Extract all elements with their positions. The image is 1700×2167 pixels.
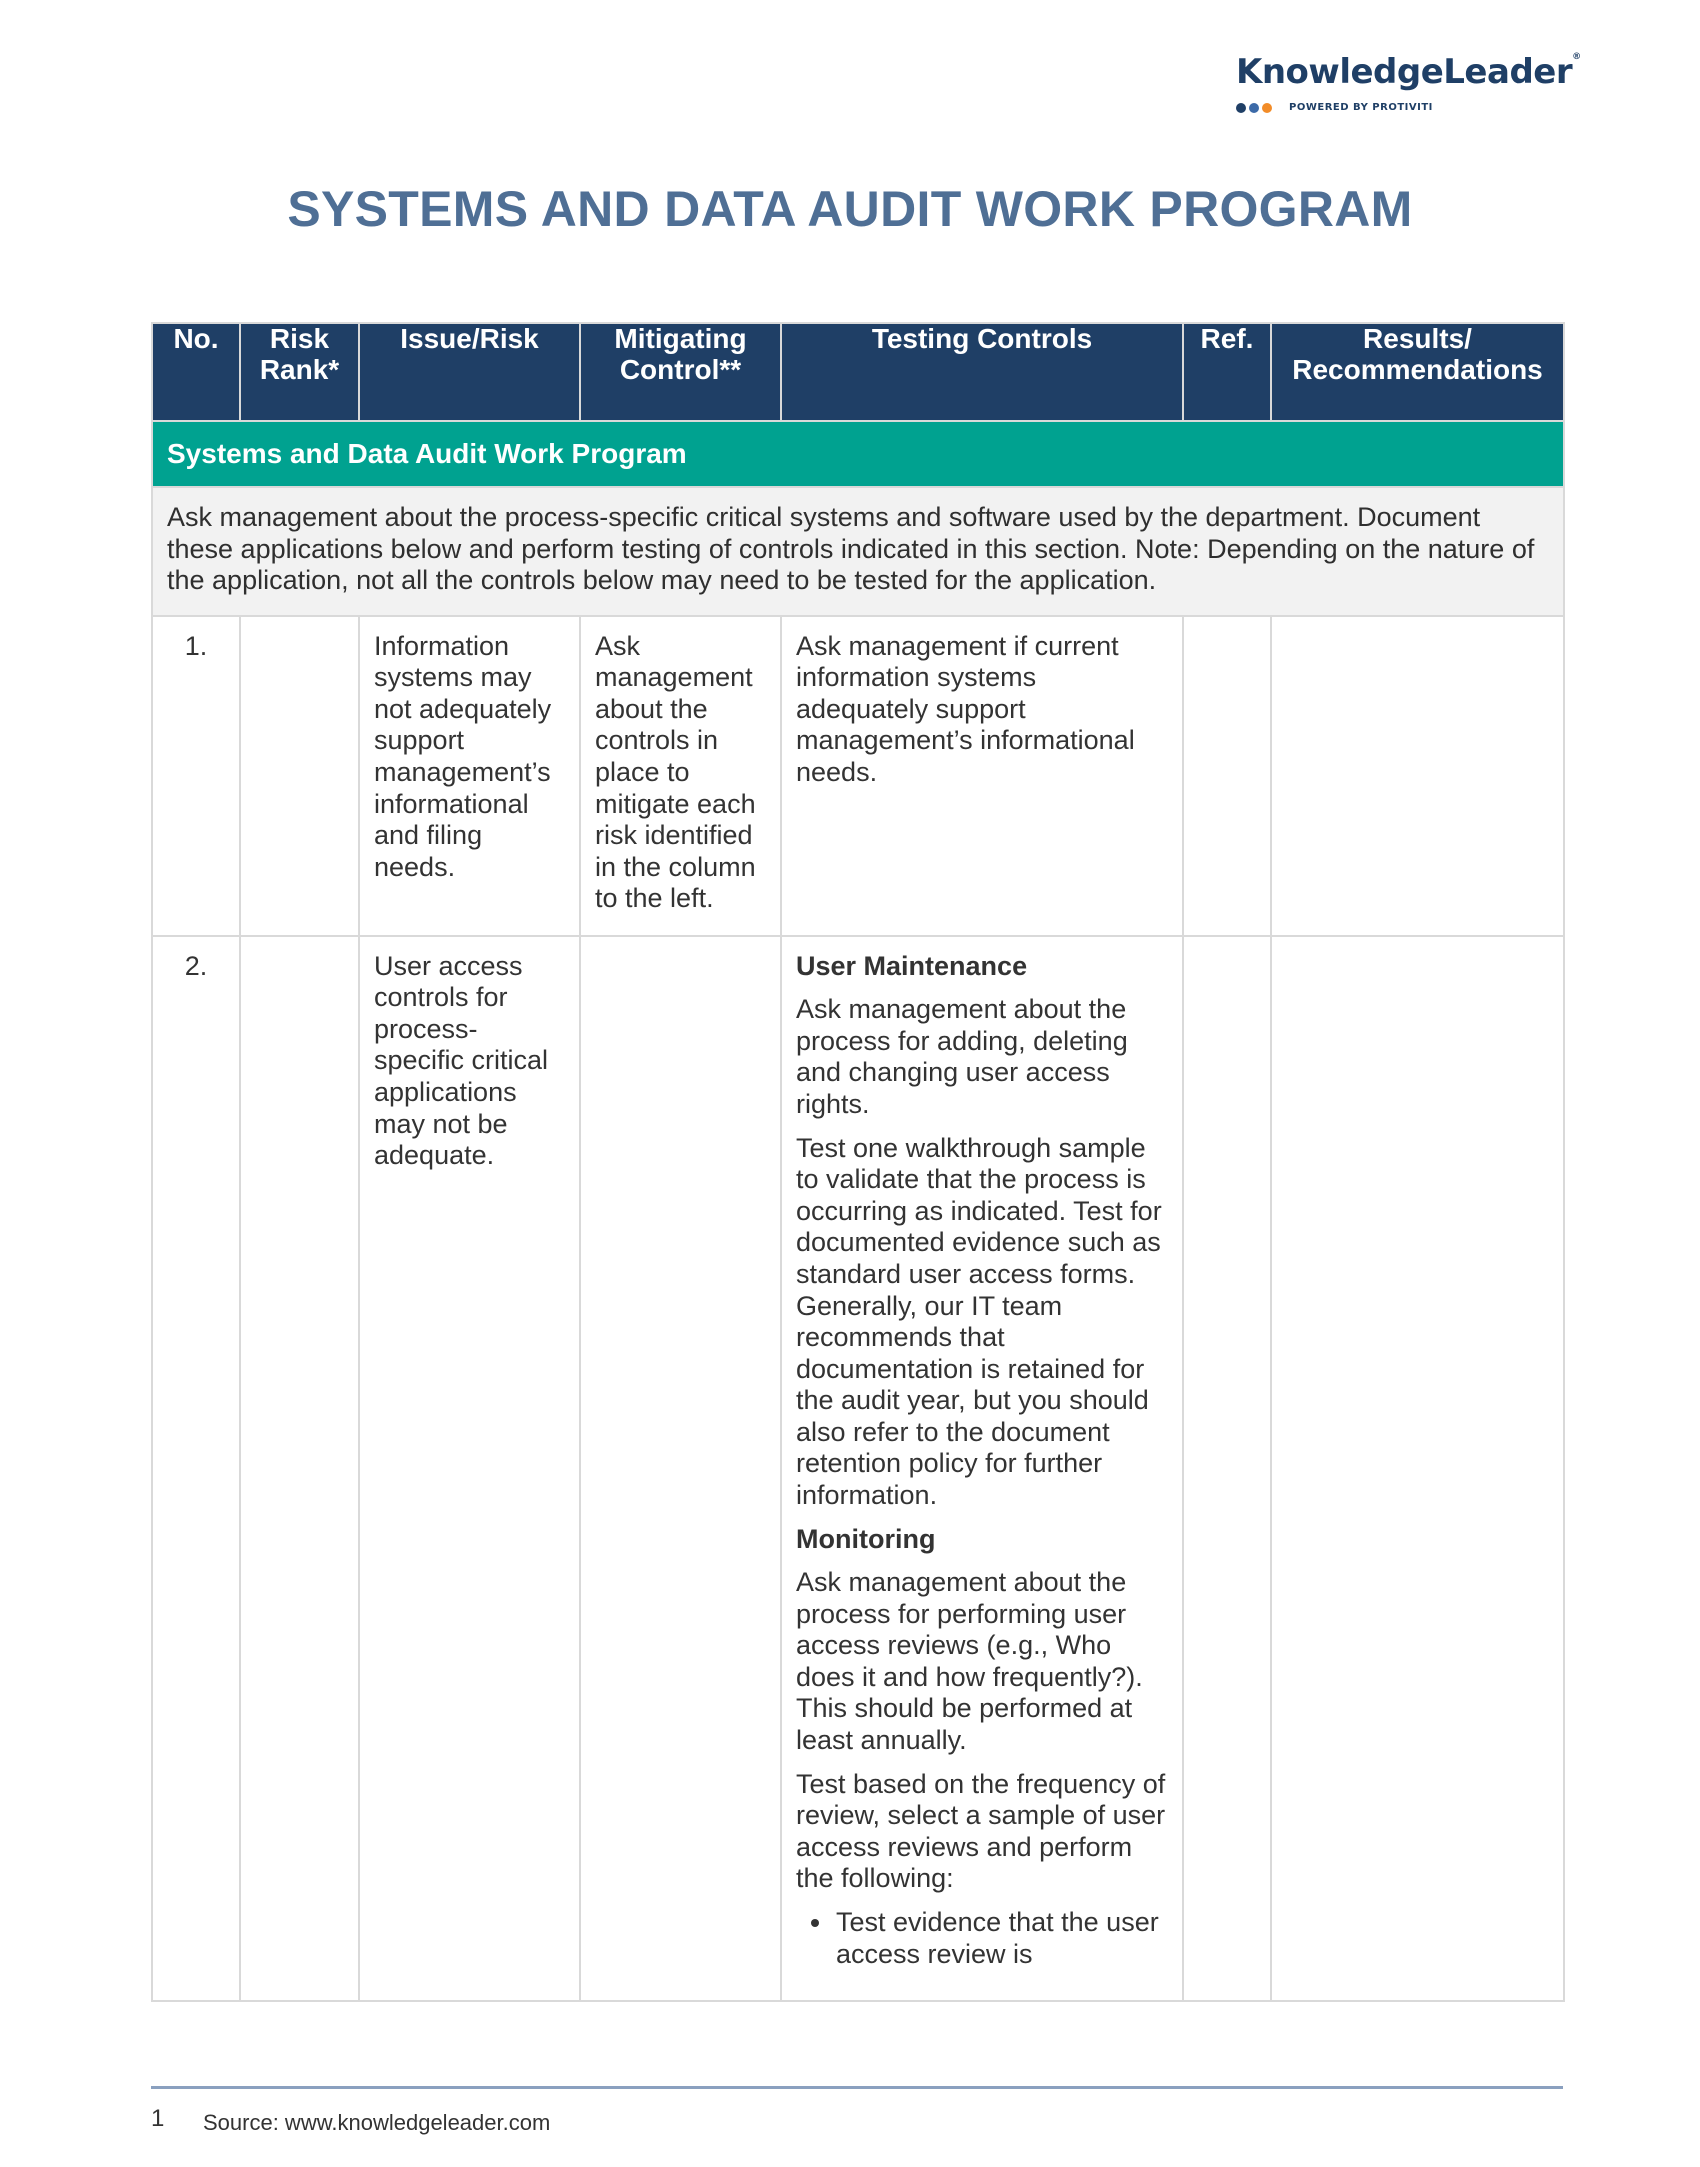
row-number: 1.: [152, 616, 240, 936]
table-row: [152, 936, 1564, 2001]
intro-text: Ask management about the process-specific critical systems and software used by the department. Document these applications below and perform testing of controls indicated in this section. Note: Depending on the nature of the application, not all the controls below may need to be tested for the application.: [152, 487, 1564, 616]
mitigating-cell[interactable]: [580, 936, 781, 2001]
intro-row: [152, 487, 1564, 616]
testing-cell: [781, 936, 1183, 2001]
testing-subheading-user-maintenance: User Maintenance: [796, 950, 1028, 981]
logo-wordmark: KnowledgeLeader®: [1236, 52, 1581, 92]
mitigating-cell: Ask management about the controls in place to mitigate each risk identified in the column to the left.: [580, 616, 781, 936]
page-number: 1: [151, 2105, 165, 2132]
header-ref: Ref.: [1183, 323, 1271, 421]
footer-divider: [151, 2086, 1563, 2089]
ref-cell[interactable]: [1183, 936, 1271, 2001]
logo-dot-blue-icon: [1249, 103, 1259, 113]
section-row: [152, 421, 1564, 487]
knowledgeleader-logo: [1236, 52, 1581, 124]
work-program-table: [151, 322, 1565, 2002]
list-item: • Test evidence that the user access review is: [834, 1907, 1168, 1970]
section-title: Systems and Data Audit Work Program: [152, 421, 1564, 487]
page-title: SYSTEMS AND DATA AUDIT WORK PROGRAM: [287, 181, 1413, 237]
table-row: [152, 616, 1564, 936]
header-row: [152, 323, 1564, 421]
issue-cell: User access controls for process-specific critical applications may not be adequate.: [359, 936, 580, 2001]
testing-cell: Ask management if current information systems adequately support management’s informational needs.: [781, 616, 1183, 936]
header-testing-controls: Testing Controls: [781, 323, 1183, 421]
powered-by-label: POWERED BY PROTIVITI: [1289, 102, 1433, 113]
header-risk-rank: Risk Rank*: [240, 323, 359, 421]
testing-paragraph: Test one walkthrough sample to validate that the process is occurring as indicated. Test for documented evidence such as standard user access forms. Generally, our IT team recommends that documentation is retained for the audit year, but you should also refer to the document retention policy for further information.: [796, 1132, 1162, 1510]
row-number: 2.: [152, 936, 240, 2001]
registered-mark: ®: [1572, 52, 1581, 62]
results-cell[interactable]: [1271, 616, 1564, 936]
results-cell[interactable]: [1271, 936, 1564, 2001]
header-no: No.: [152, 323, 240, 421]
testing-bullet-list: [796, 1907, 1168, 1970]
header-mitigating-control: Mitigating Control**: [580, 323, 781, 421]
logo-dot-orange-icon: [1262, 103, 1272, 113]
testing-paragraph: Ask management about the process for performing user access reviews (e.g., Who does it and how frequently?). This should be performed at least annually.: [796, 1567, 1143, 1756]
ref-cell[interactable]: [1183, 616, 1271, 936]
header-issue-risk: Issue/Risk: [359, 323, 580, 421]
source-text: Source: www.knowledgeleader.com: [203, 2110, 551, 2135]
issue-cell: Information systems may not adequately support management’s informational and filing needs.: [359, 616, 580, 936]
logo-subline: [1236, 102, 1566, 113]
logo-dot-navy-icon: [1236, 103, 1246, 113]
header-results: Results/ Recommendations: [1271, 323, 1564, 421]
testing-subheading-monitoring: Monitoring: [796, 1523, 936, 1554]
risk-rank-cell[interactable]: [240, 936, 359, 2001]
testing-paragraph: Ask management about the process for adding, deleting and changing user access rights.: [796, 994, 1128, 1120]
testing-paragraph: Test based on the frequency of review, select a sample of user access reviews and perform the following:: [796, 1768, 1166, 1894]
risk-rank-cell[interactable]: [240, 616, 359, 936]
